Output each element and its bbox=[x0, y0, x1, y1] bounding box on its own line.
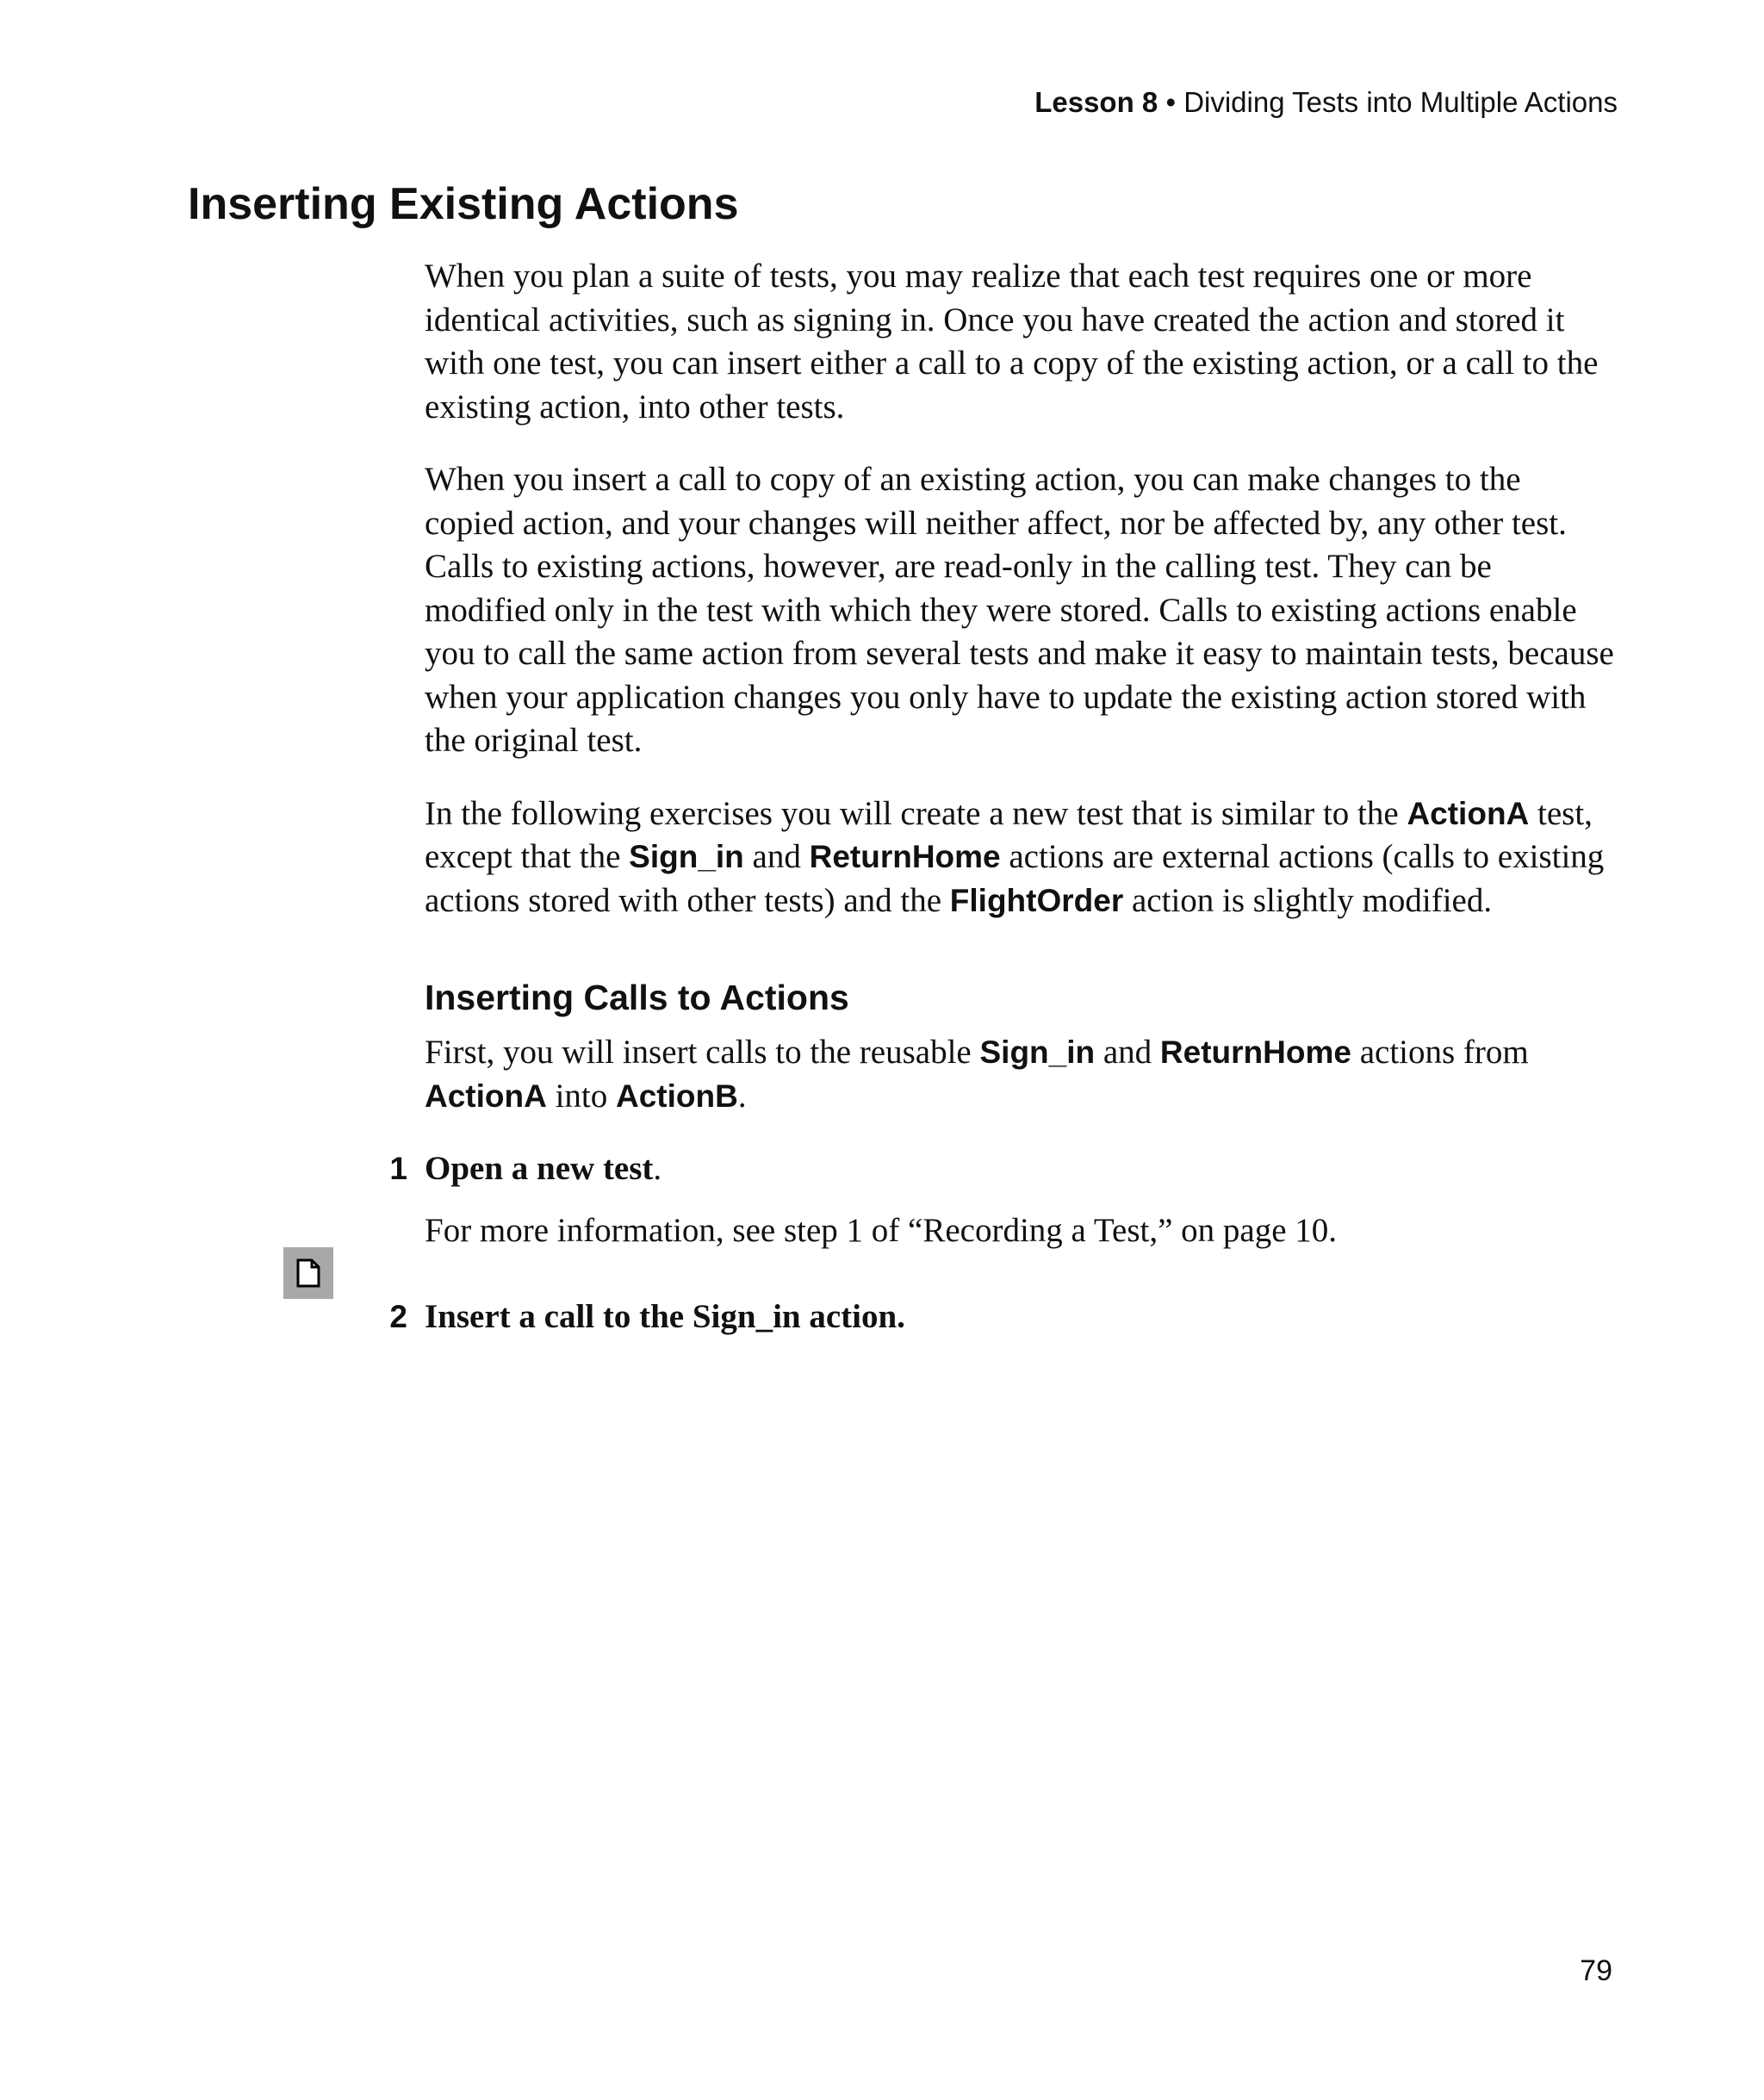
intro-text-3: actions from bbox=[1359, 1034, 1529, 1071]
running-header bbox=[1034, 84, 1618, 121]
p3-actiona: ActionA bbox=[1407, 795, 1530, 831]
paragraph-3 bbox=[425, 792, 1618, 923]
step-1-title-end: . bbox=[653, 1150, 662, 1187]
p3-flightorder: FlightOrder bbox=[949, 882, 1124, 918]
subsection-intro bbox=[425, 1031, 1618, 1118]
intro-text-4: into bbox=[555, 1077, 608, 1115]
intro-sign-in: Sign_in bbox=[979, 1034, 1096, 1070]
intro-actionb: ActionB bbox=[616, 1078, 738, 1114]
chapter-title: Dividing Tests into Multiple Actions bbox=[1183, 86, 1618, 118]
body-content bbox=[389, 255, 1618, 1339]
p3-text-4: actions are external actions (calls to existing actions stored with other tests) and the bbox=[425, 838, 1605, 919]
step-1-title-line bbox=[425, 1147, 1618, 1190]
header-separator: • bbox=[1165, 86, 1177, 118]
intro-text-1: First, you will insert calls to the reusable bbox=[425, 1034, 972, 1071]
p3-text-1: In the following exercises you will create a new test that is similar to the bbox=[425, 794, 1399, 832]
step-1 bbox=[389, 1147, 1618, 1252]
section-title: Inserting Existing Actions bbox=[188, 179, 739, 229]
paragraph-1: When you plan a suite of tests, you may realize that each test requires one or more identical activities, such as signing in. Once you have created the action and stored it with one test, you can insert either a call to a copy of the existing action, or a call to the existing action, into other tests. bbox=[425, 258, 1599, 426]
step-2 bbox=[389, 1295, 1618, 1339]
p3-text-3: and bbox=[752, 838, 801, 875]
lesson-label: Lesson 8 bbox=[1034, 86, 1158, 118]
p3-text-2: test, except that the bbox=[425, 794, 1593, 875]
intro-text-2: and bbox=[1102, 1034, 1152, 1071]
p3-text-5: action is slightly modified. bbox=[1131, 881, 1493, 919]
intro-text-5: . bbox=[737, 1077, 747, 1115]
new-test-icon-box bbox=[283, 1247, 333, 1299]
step-2-number: 2 bbox=[389, 1299, 407, 1334]
intro-actiona: ActionA bbox=[425, 1078, 547, 1114]
step-1-number: 1 bbox=[389, 1151, 407, 1186]
paragraph-2: When you insert a call to copy of an existing action, you can make changes to the copied action, and your changes will neither affect, nor be affected by, any other test. Calls to existing actions, however, are read-only in the calling test. They can be modified only in the test with which they were stored. Calls to existing actions enable you to call the same action from several tests and make it easy to maintain tests, because when your application changes you only have to update the existing action stored with the original test. bbox=[425, 461, 1614, 759]
subsection-title: Inserting Calls to Actions bbox=[425, 978, 849, 1017]
p3-returnhome: ReturnHome bbox=[809, 839, 1001, 874]
step-1-title: Open a new test bbox=[425, 1150, 654, 1187]
step-1-note: For more information, see step 1 of “Recording a Test,” on page 10. bbox=[425, 1212, 1338, 1249]
step-2-title: Insert a call to the Sign_in action. bbox=[425, 1298, 905, 1335]
page-number: 79 bbox=[1580, 1954, 1612, 1987]
new-document-icon bbox=[294, 1258, 323, 1289]
intro-returnhome: ReturnHome bbox=[1159, 1034, 1351, 1070]
p3-sign-in: Sign_in bbox=[629, 839, 744, 874]
